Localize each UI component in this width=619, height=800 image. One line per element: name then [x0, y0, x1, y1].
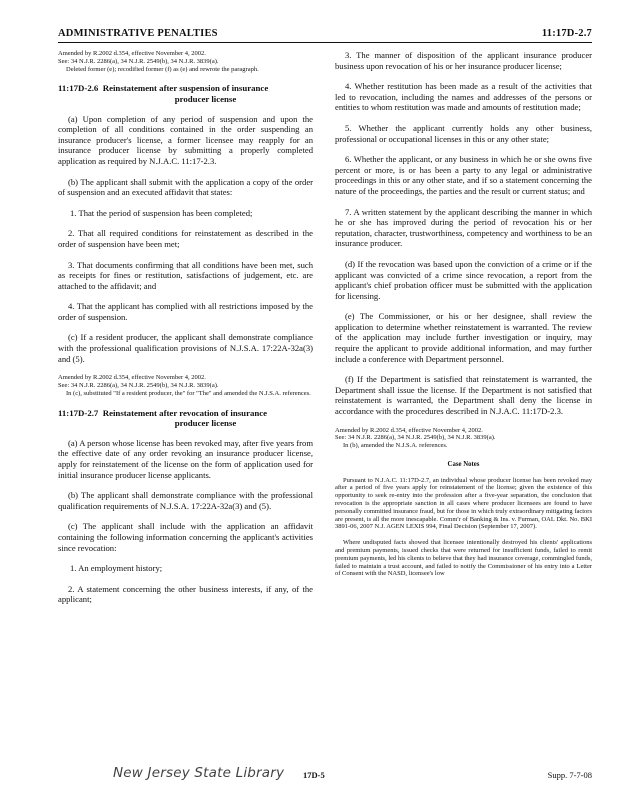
paragraph: (d) If the revocation was based upon the conviction of a crime or if the applicant was convicted of a crime since revocation, a report from the applicant's chief probation officer must be submitted with the application for licensing.	[335, 258, 592, 301]
paragraph: (a) Upon completion of any period of suspension and upon the completion of all conditions contained in the order suspending an insurance producer's license, a former licensee may reapply for an insurance producer license by submitting a properly completed application as required by N.J.A.C. 11:17-2.3.	[58, 113, 313, 166]
list-item: 4. Whether restitution has been made as a result of the activities that led to revocation, including the names and addresses of the persons or entities to whom restitution was made and amounts of restitution made;	[335, 81, 592, 113]
section-title-cont: producer license	[174, 418, 237, 429]
case-note: Pursuant to N.J.A.C. 11:17D-2.7, an individual whose producer license has been revoked may after a period of five years apply for reinstatement of the license; given the existence of this opportunity to seek re-entry into the profession after a five-year separation, the conclusion that revocation is the appropriate sanction in all cases where producer licensees are found to have personally committed insurance fraud, but for those in which truly extraordinary mitigating factors are present, is all the more inescapable. Comm'r of Banking & Ins. v. Furman, OAL Dkt. No. BKI 3891-06, 2007 N.J. AGEN LEXIS 994, Final Decision (September 17, 2007).	[335, 476, 592, 531]
list-item: 6. Whether the applicant, or any business in which he or she owns five percent or more, is or has been a party to any legal or administrative proceedings in this or any other state, and if so a statement concerning the nature of the proceedings, the parties and the result or current status; and	[335, 154, 592, 196]
right-column	[335, 50, 592, 586]
list-item: 2. A statement concerning the other business interests, if any, of the applicant;	[58, 583, 313, 605]
section-title-cont: producer license	[174, 93, 237, 104]
supplement-date: Supp. 7-7-08	[547, 770, 592, 780]
list-item: 1. An employment history;	[70, 563, 163, 574]
page-number: 17D-5	[303, 770, 325, 780]
note-line: In (b), amended the N.J.S.A. references.	[343, 442, 448, 450]
list-item: 2. That all required conditions for reinstatement as described in the order of suspension have been met;	[58, 228, 313, 249]
list-item: 4. That the applicant has complied with all restrictions imposed by the order of suspension.	[58, 301, 313, 322]
amendment-note	[58, 50, 313, 73]
paragraph: (a) A person whose license has been revoked may, after five years from the effective date of any order revoking an insurance producer license, apply for reinstatement of the license on the form of application used for initial insurance producer license applicants.	[58, 437, 313, 480]
paragraph: (c) The applicant shall include with the application an affidavit containing the following information concerning the applicant's activities since revocation:	[58, 521, 313, 553]
list-item: 7. A written statement by the applicant describing the manner in which he or she has improved during the period of revocation his or her reputation, character, trustworthiness, competency and worthiness to be an insurance producer.	[335, 206, 592, 249]
note-line: See: 34 N.J.R. 2286(a), 34 N.J.R. 2549(b), 34 N.J.R. 3839(a).	[335, 434, 496, 442]
note-line: Amended by R.2002 d.354, effective November 4, 2002.	[58, 50, 206, 57]
section-title: Reinstatement after suspension of insurance	[102, 83, 269, 94]
page-footer	[0, 765, 619, 784]
library-stamp: New Jersey State Library	[113, 765, 285, 781]
section-number: 11:17D-2.6	[58, 83, 99, 94]
header-title: ADMINISTRATIVE PENALTIES	[58, 28, 218, 39]
list-item: 5. Whether the applicant currently holds any other business, professional or occupational licenses in this or any other state;	[335, 122, 592, 144]
list-item: 3. The manner of disposition of the applicant insurance producer business upon revocation of his or her insurance producer license;	[335, 50, 592, 71]
note-line: Amended by R.2002 d.354, effective November 4, 2002.	[335, 426, 483, 434]
case-notes-heading: Case Notes	[447, 461, 480, 469]
note-line: Deleted former (e); recodified former (f) as (e) and rewrote the paragraph.	[66, 65, 259, 73]
section-heading	[58, 83, 313, 104]
note-line: Amended by R.2002 d.354, effective November 4, 2002.	[58, 374, 206, 382]
note-line: In (c), substituted "If a resident producer, the" for "The" and amended the N.J.S.A. references.	[66, 389, 311, 397]
list-item: 3. That documents confirming that all conditions have been met, such as receipts for fines or restitution, satisfactions of judgement, etc. are attached to the affidavit; and	[58, 259, 313, 291]
section-heading	[58, 408, 313, 429]
section-number: 11:17D-2.7	[58, 407, 99, 418]
list-item: 1. That the period of suspension has been completed;	[70, 207, 253, 218]
note-line: See: 34 N.J.R. 2286(a), 34 N.J.R. 2549(b), 34 N.J.R. 3839(a).	[58, 382, 219, 390]
case-note: Where undisputed facts showed that licensee intentionally destroyed his clients' applications and premium payments, issued checks that were returned for insufficient funds, failed to remit premium payments, led his clients to believe that they had insurance coverage, commingled funds, failed to maintain a trust account, and failed to notify the Commissioner of his entry into a Letter of Consent with the NASD, licensee's low	[335, 539, 592, 578]
left-column	[58, 50, 313, 615]
amendment-note	[58, 374, 313, 397]
paragraph: (c) If a resident producer, the applicant shall demonstrate compliance with the professional qualification provisions of N.J.S.A. 17:22A-32a(3) and (5).	[58, 332, 313, 364]
section-title: Reinstatement after revocation of insurance	[102, 407, 268, 418]
paragraph: (b) The applicant shall submit with the application a copy of the order of suspension and an executed affidavit that states:	[58, 176, 313, 198]
running-header	[58, 28, 592, 43]
paragraph: (b) The applicant shall demonstrate compliance with the professional qualification requirements of N.J.S.A. 17:22A-32a(3) and (5).	[58, 490, 313, 511]
header-section: 11:17D-2.7	[541, 28, 592, 39]
paragraph: (f) If the Department is satisfied that reinstatement is warranted, the Department shall issue the license. If the Department is not satisfied that reinstatement is warranted, the Department shall deny the license in accordance with the procedures described in N.J.A.C. 11:17D-2.3.	[335, 374, 592, 417]
note-line: See: 34 N.J.R. 2286(a), 34 N.J.R. 2549(b), 34 N.J.R. 3839(a).	[58, 57, 219, 65]
paragraph: (e) The Commissioner, or his or her designee, shall review the application to determine whether reinstatement is warranted. The review of the application may include further investigation or inquiry, may require the applicant to provide additional information, and may further include a conference with Department personnel.	[335, 311, 592, 364]
amendment-note	[335, 427, 592, 450]
